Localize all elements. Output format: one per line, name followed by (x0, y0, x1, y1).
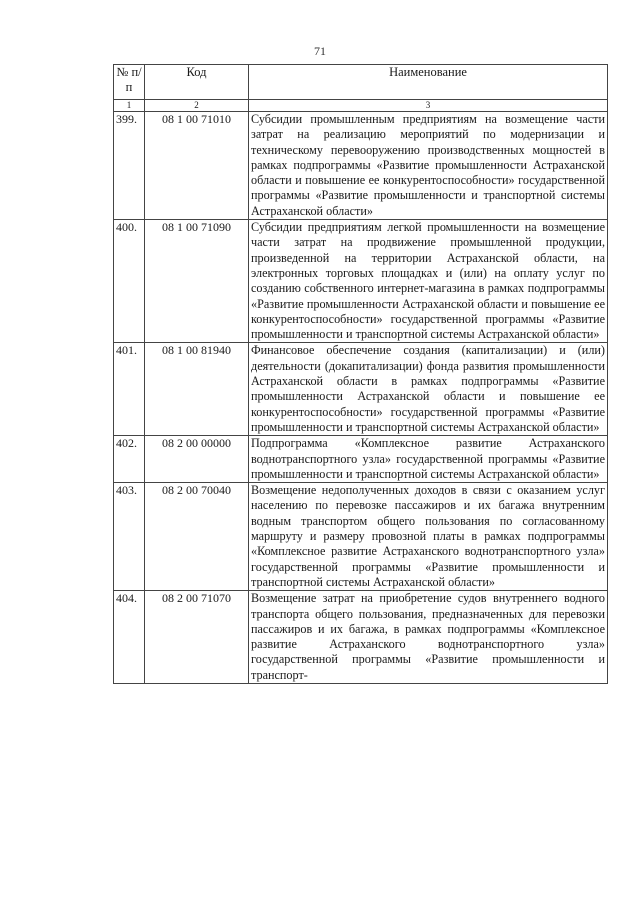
column-number-row (114, 100, 608, 112)
column-number: 2 (145, 100, 249, 112)
table-row (114, 436, 608, 483)
header-name: Наименование (249, 65, 608, 100)
row-number: 403. (114, 483, 145, 591)
table-row (114, 591, 608, 684)
header-num: № п/п (114, 65, 145, 100)
row-code: 08 2 00 70040 (145, 483, 249, 591)
row-name: Финансовое обеспечение создания (капитализации) и (или) деятельности (докапитализации) фонда развития промышленности Астраханской области в рамках подпрограммы «Развитие промышленности Астраханской области и повышение ее конкурентоспособности» государственной программы «Развитие промышленности и транспортной системы Астраханской области» (249, 343, 608, 436)
row-code: 08 1 00 71010 (145, 112, 249, 220)
table-row (114, 112, 608, 220)
table-row (114, 483, 608, 591)
row-name: Субсидии предприятиям легкой промышленности на возмещение части затрат на продвижение промышленной продукции, произведенной на территории Астраханской области, на электронных торговых площадках и (или) на оплату услуг по созданию собственного интернет-магазина в рамках подпрограммы «Развитие промышленности Астраханской области и повышение ее конкурентоспособности» государственной программы «Развитие промышленности и транспортной системы Астраханской области» (249, 220, 608, 343)
classification-table (113, 64, 608, 684)
row-code: 08 1 00 71090 (145, 220, 249, 343)
row-number: 401. (114, 343, 145, 436)
row-number: 404. (114, 591, 145, 684)
table-row (114, 343, 608, 436)
row-name: Возмещение недополученных доходов в связи с оказанием услуг населению по перевозке пассажиров и их багажа внутренним водным транспортом общего пользования по согласованному маршруту и размеру провозной платы в рамках подпрограммы «Комплексное развитие Астраханского воднотранспортного узла» государственной программы «Развитие промышленности и транспортной системы Астраханской области» (249, 483, 608, 591)
header-code: Код (145, 65, 249, 100)
page-number: 71 (314, 44, 326, 58)
row-code: 08 2 00 71070 (145, 591, 249, 684)
row-number: 399. (114, 112, 145, 220)
row-name: Возмещение затрат на приобретение судов внутреннего водного транспорта общего пользования, предназначенных для перевозки пассажиров и их багажа, в рамках подпрограммы «Комплексное развитие Астраханского воднотранспортного узла» государственной программы «Развитие промышленности и транспорт- (249, 591, 608, 684)
row-number: 400. (114, 220, 145, 343)
table-row (114, 220, 608, 343)
row-name: Подпрограмма «Комплексное развитие Астраханского воднотранспортного узла» государственной программы «Развитие промышленности и транспортной системы Астраханской области» (249, 436, 608, 483)
row-code: 08 1 00 81940 (145, 343, 249, 436)
row-number: 402. (114, 436, 145, 483)
table-header-row (114, 65, 608, 100)
row-name: Субсидии промышленным предприятиям на возмещение части затрат на реализацию мероприятий по модернизации и техническому перевооружению производственных мощностей в рамках подпрограммы «Развитие промышленности Астраханской области и повышение ее конкурентоспособности» государственной программы «Развитие промышленности и транспортной системы Астраханской области» (249, 112, 608, 220)
column-number: 3 (249, 100, 608, 112)
column-number: 1 (114, 100, 145, 112)
row-code: 08 2 00 00000 (145, 436, 249, 483)
